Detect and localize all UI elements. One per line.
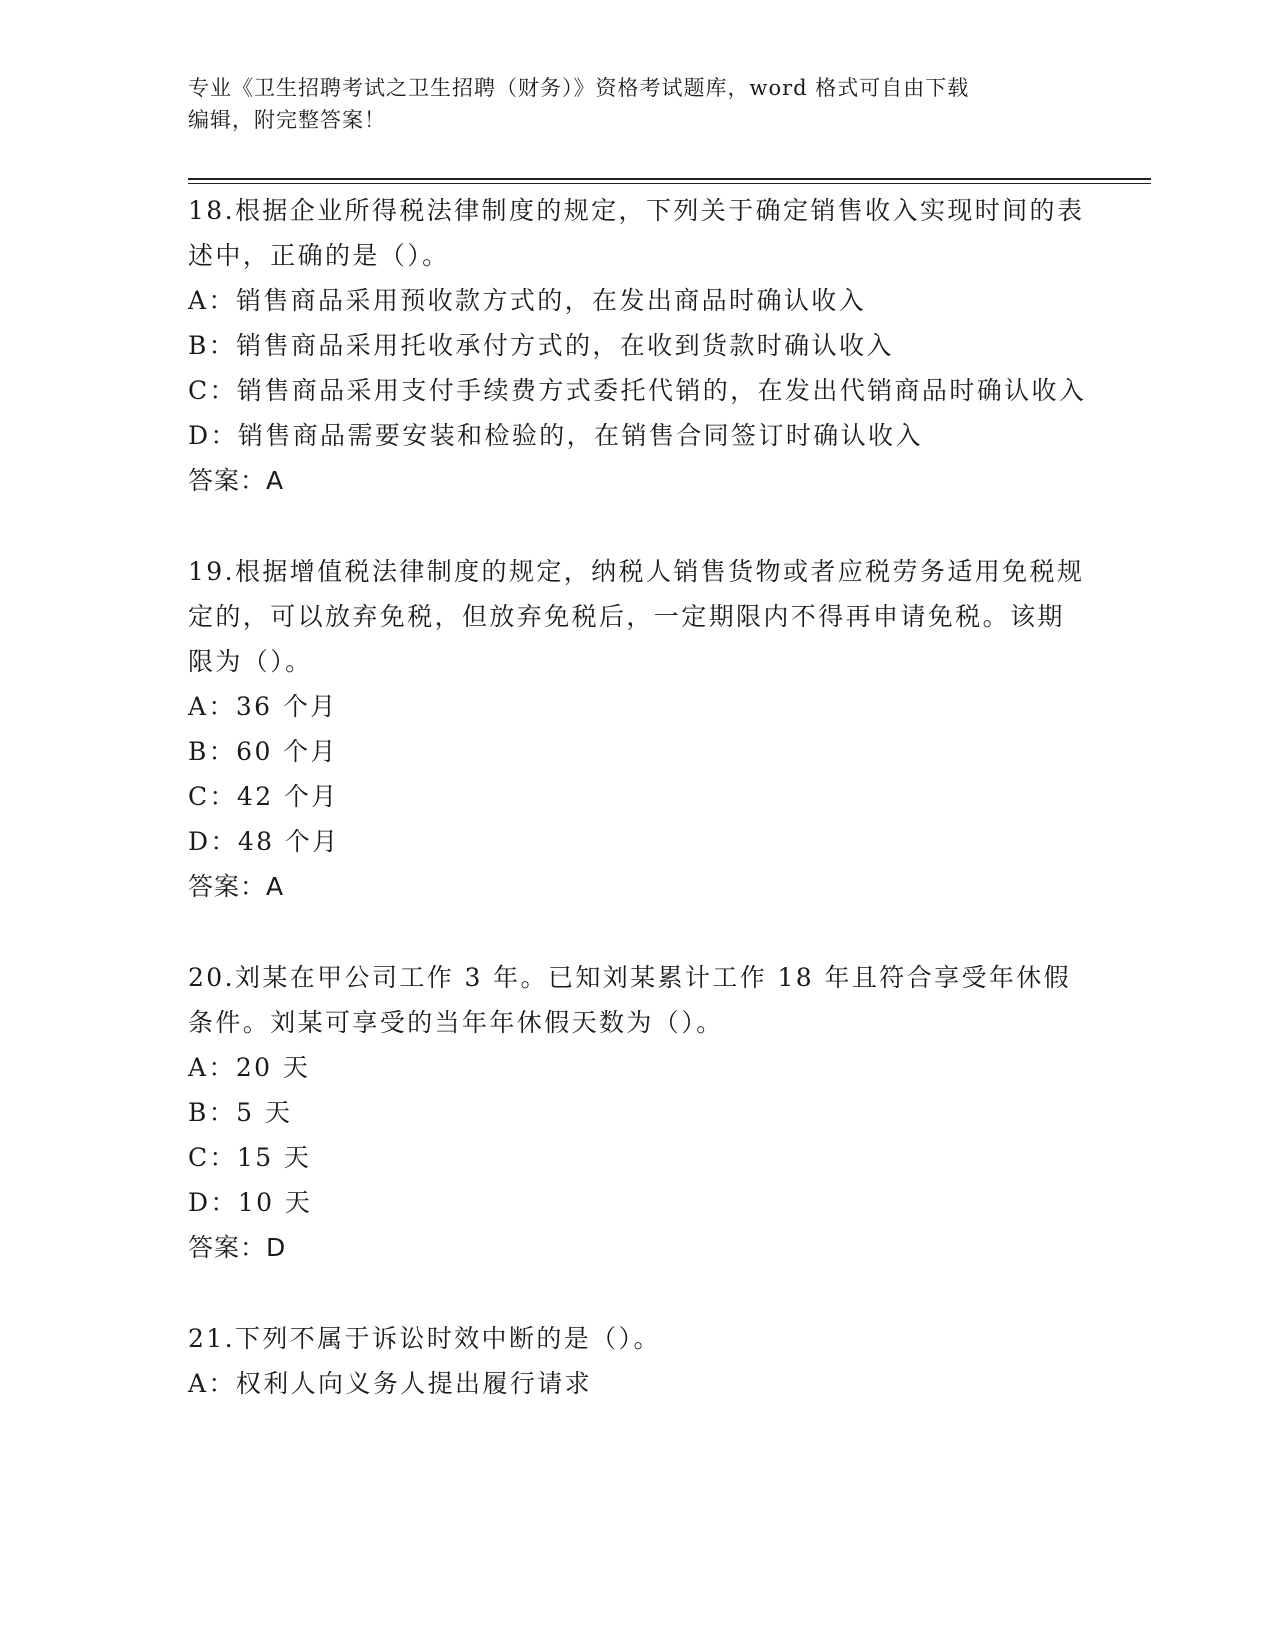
document-header (188, 72, 1088, 136)
answer-label: 答案：D (188, 1233, 287, 1262)
question-text: 18.根据企业所得税法律制度的规定，下列关于确定销售收入实现时间的表述中，正确的是（）。 (188, 196, 1085, 270)
option-b: B：销售商品采用托收承付方式的，在收到货款时确认收入 (188, 331, 894, 360)
header-line-1: 专业《卫生招聘考试之卫生招聘（财务）》资格考试题库，word 格式可自由下载 (188, 76, 970, 100)
option-d: D：10 天 (188, 1188, 313, 1217)
answer-label: 答案：A (188, 466, 285, 495)
question-19 (188, 549, 1088, 909)
option-a: A：20 天 (188, 1053, 311, 1082)
question-21 (188, 1316, 1088, 1406)
option-d: D：48 个月 (188, 827, 340, 856)
question-18 (188, 188, 1088, 503)
option-c: C：42 个月 (188, 782, 339, 811)
option-c: C：15 天 (188, 1143, 312, 1172)
option-c: C：销售商品采用支付手续费方式委托代销的，在发出代销商品时确认收入 (188, 376, 1087, 405)
question-text: 21.下列不属于诉讼时效中断的是（）。 (188, 1324, 661, 1353)
option-b: B：5 天 (188, 1098, 293, 1127)
question-20 (188, 955, 1088, 1270)
header-divider-thick (188, 178, 1151, 180)
question-list (188, 188, 1088, 1452)
question-text: 19.根据增值税法律制度的规定，纳税人销售货物或者应税劳务适用免税规定的，可以放弃免税，但放弃免税后，一定期限内不得再申请免税。该期限为（）。 (188, 557, 1085, 676)
option-a: A：销售商品采用预收款方式的，在发出商品时确认收入 (188, 286, 867, 315)
option-a: A：36 个月 (188, 692, 338, 721)
answer-label: 答案：A (188, 872, 285, 901)
header-divider-thin (188, 183, 1151, 184)
header-line-2: 编辑，附完整答案！ (188, 108, 386, 132)
option-a: A：权利人向义务人提出履行请求 (188, 1369, 593, 1398)
question-text: 20.刘某在甲公司工作 3 年。已知刘某累计工作 18 年且符合享受年休假条件。刘某可享受的当年年休假天数为（）。 (188, 963, 1072, 1037)
option-d: D：销售商品需要安装和检验的，在销售合同签订时确认收入 (188, 421, 923, 450)
option-b: B：60 个月 (188, 737, 338, 766)
